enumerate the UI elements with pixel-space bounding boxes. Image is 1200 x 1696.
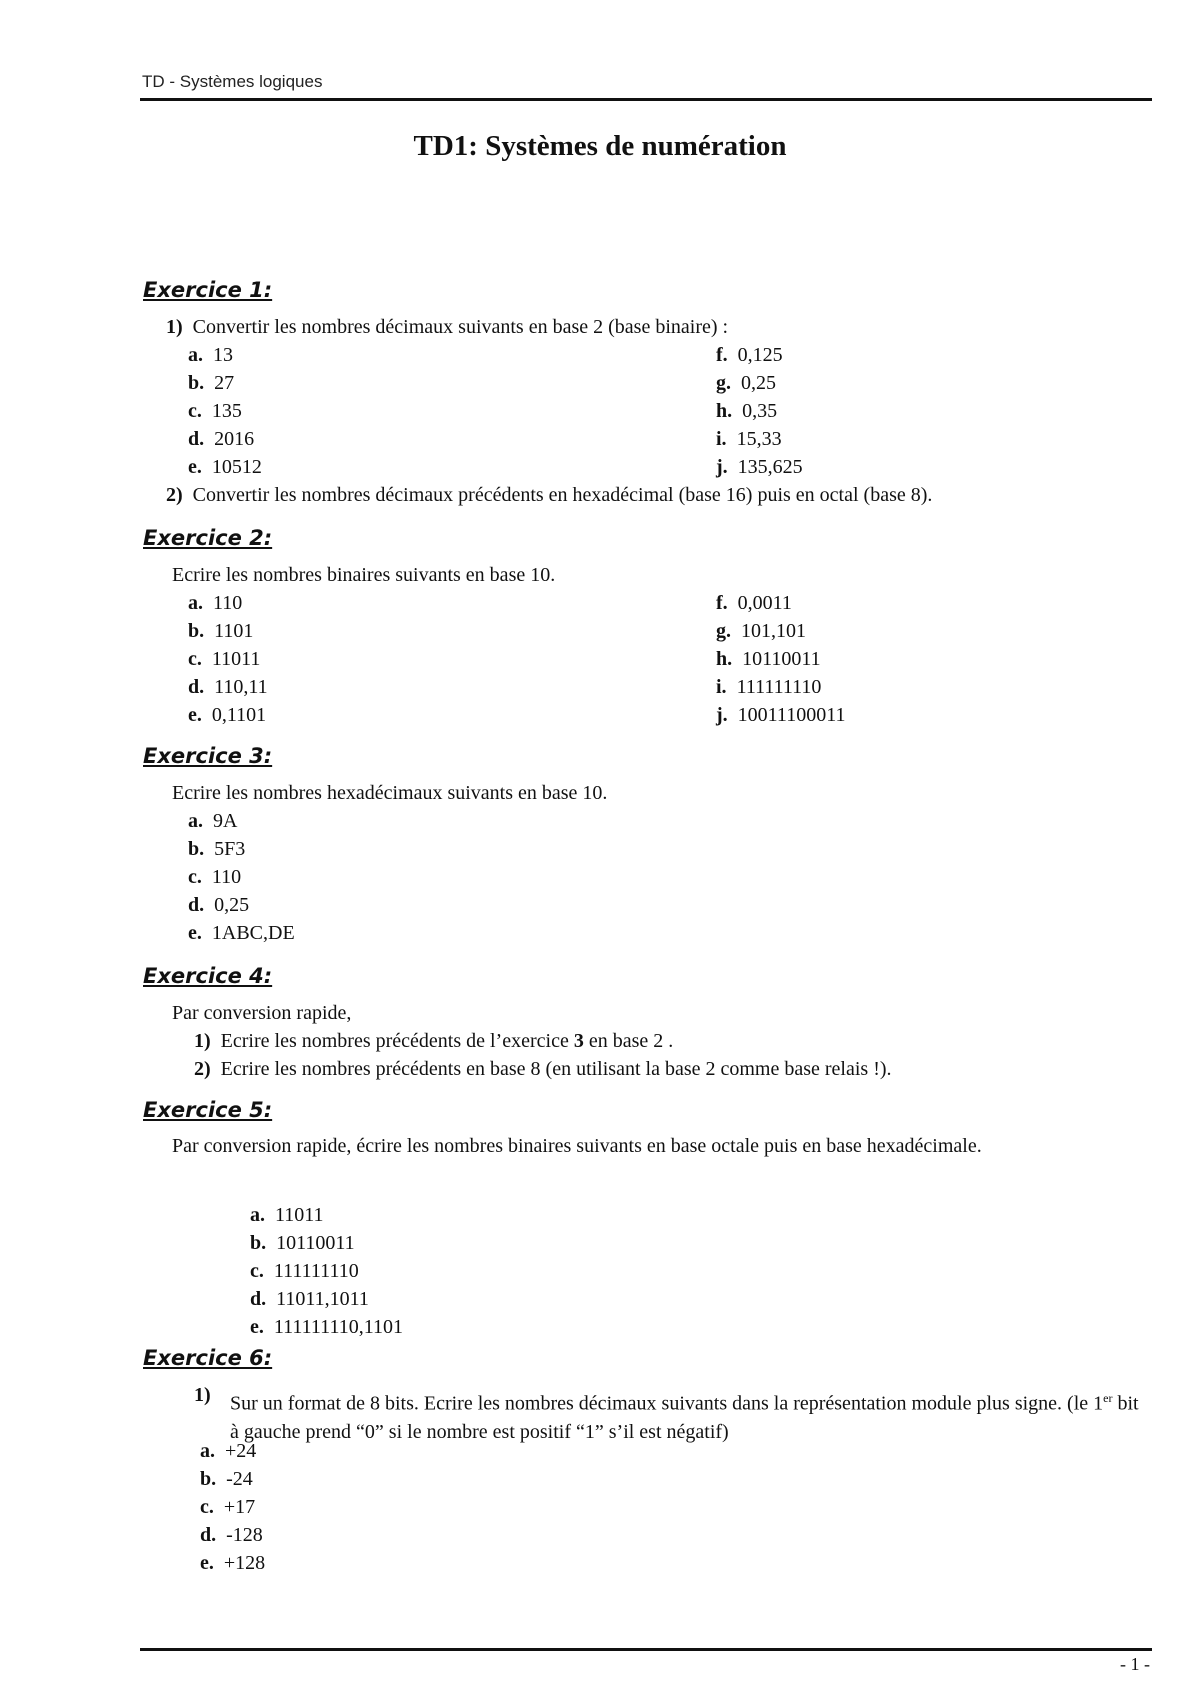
item-label: c. (250, 1260, 264, 1282)
item-label: c. (200, 1496, 214, 1518)
list-item (200, 1440, 256, 1463)
item-value: 135 (211, 400, 242, 422)
list-item (200, 1552, 265, 1575)
question-text: Sur un format de 8 bits. Ecrire les nombres décimaux suivants dans la représentation module plus signe. (le 1 (230, 1392, 1104, 1415)
item-label: d. (188, 428, 205, 450)
question-text: Ecrire les nombres précédents de l’exercice (220, 1030, 574, 1052)
exercise-5-intro: Par conversion rapide, écrire les nombres binaires suivants en base octale puis en base hexadécimale. (172, 1135, 982, 1157)
item-label: e. (188, 456, 202, 478)
list-item (188, 810, 237, 833)
list-item (716, 620, 806, 643)
item-value: -24 (226, 1468, 253, 1490)
list-item (188, 456, 262, 479)
item-value: 0,25 (214, 894, 250, 916)
item-value: 15,33 (736, 428, 782, 450)
list-item (188, 400, 242, 423)
item-value: 11011,1011 (276, 1288, 369, 1310)
item-label: b. (188, 838, 205, 860)
list-item (716, 704, 845, 727)
item-value: 0,35 (742, 400, 778, 422)
item-value: 0,25 (741, 372, 776, 394)
list-item (188, 676, 268, 699)
item-value: 0,0011 (737, 592, 792, 614)
item-label: h. (716, 400, 733, 422)
item-label: e. (200, 1552, 214, 1574)
list-item (716, 400, 777, 423)
item-label: e. (188, 704, 202, 726)
item-value: 10512 (211, 456, 262, 478)
item-value: 135,625 (737, 456, 803, 478)
item-label: d. (188, 894, 205, 916)
footer-rule (140, 1648, 1152, 1651)
running-header: TD - Systèmes logiques (142, 72, 323, 91)
exercise-5-heading: Exercice 5: (143, 1098, 273, 1122)
exercise-reference: 3 (573, 1030, 584, 1052)
list-item (250, 1204, 324, 1227)
list-item (250, 1288, 369, 1311)
list-item (250, 1232, 355, 1255)
item-value: 10110011 (276, 1232, 355, 1254)
list-item (188, 620, 253, 643)
item-value: 11011 (211, 648, 261, 670)
item-label: a. (250, 1204, 265, 1226)
list-item (716, 344, 783, 367)
item-value: 9A (213, 810, 238, 832)
exercise-6-question-1 (230, 1384, 1148, 1446)
item-label: c. (188, 400, 202, 422)
question-text-end: en base 2 . (583, 1030, 674, 1052)
item-label: a. (188, 344, 203, 366)
item-label: j. (716, 704, 728, 726)
exercise-3-intro: Ecrire les nombres hexadécimaux suivants en base 10. (172, 782, 608, 804)
list-item (200, 1496, 255, 1519)
list-item (716, 592, 792, 615)
exercise-4-question-2 (194, 1058, 892, 1081)
list-item (716, 456, 803, 479)
item-value: 1101 (214, 620, 254, 642)
item-value: 10110011 (742, 648, 821, 670)
item-value: +128 (223, 1552, 266, 1574)
list-item (188, 922, 295, 945)
list-item (188, 648, 260, 671)
list-item (188, 344, 233, 367)
item-label: a. (200, 1440, 215, 1462)
question-number: 1) (166, 316, 183, 338)
exercise-4-heading: Exercice 4: (143, 964, 273, 988)
superscript: er (1103, 1391, 1113, 1405)
item-label: g. (716, 620, 731, 642)
list-item (716, 676, 821, 699)
exercise-4-question-1 (194, 1030, 673, 1053)
exercise-6-heading: Exercice 6: (143, 1346, 273, 1370)
exercise-4-intro: Par conversion rapide, (172, 1002, 352, 1024)
item-label: d. (188, 676, 205, 698)
item-value: 27 (214, 372, 235, 394)
exercise-1-question-2 (166, 484, 932, 507)
exercise-1-heading: Exercice 1: (143, 278, 273, 302)
item-value: 110,11 (214, 676, 268, 698)
item-value: 111111110 (736, 676, 822, 698)
exercise-3-heading: Exercice 3: (143, 744, 273, 768)
item-value: -128 (226, 1524, 263, 1546)
list-item (200, 1524, 263, 1547)
item-value: 5F3 (214, 838, 246, 860)
item-label: f. (716, 592, 728, 614)
item-value: +24 (225, 1440, 257, 1462)
item-label: b. (188, 372, 205, 394)
item-label: c. (188, 648, 202, 670)
item-label: e. (188, 922, 202, 944)
item-label: g. (716, 372, 731, 394)
list-item (188, 866, 241, 889)
item-value: 101,101 (741, 620, 806, 642)
exercise-1-question-1 (166, 316, 728, 339)
item-label: a. (188, 592, 203, 614)
item-label: f. (716, 344, 728, 366)
list-item (188, 838, 245, 861)
question-number: 2) (166, 484, 183, 506)
question-number: 1) (194, 1384, 211, 1406)
list-item (200, 1468, 253, 1491)
item-value: 110 (213, 592, 243, 614)
item-value: 10011100011 (737, 704, 846, 726)
list-item (188, 372, 234, 395)
item-value: 11011 (275, 1204, 324, 1226)
page-number: - 1 - (1120, 1654, 1150, 1674)
exercise-2-intro: Ecrire les nombres binaires suivants en base 10. (172, 564, 556, 586)
list-item (188, 428, 254, 451)
list-item (250, 1316, 403, 1339)
item-value: 2016 (214, 428, 255, 450)
item-value: 13 (213, 344, 233, 366)
exercise-2-heading: Exercice 2: (143, 526, 273, 550)
question-text: Ecrire les nombres précédents en base 8 (en utilisant la base 2 comme base relais !). (220, 1058, 892, 1080)
item-value: 110 (211, 866, 242, 888)
item-value: 0,1101 (211, 704, 267, 726)
item-value: +17 (223, 1496, 256, 1518)
item-label: b. (250, 1232, 267, 1254)
item-label: i. (716, 428, 727, 450)
item-label: b. (200, 1468, 217, 1490)
item-label: h. (716, 648, 733, 670)
list-item (188, 704, 266, 727)
header-rule (140, 98, 1152, 101)
item-label: d. (200, 1524, 217, 1546)
item-value: 0,125 (737, 344, 783, 366)
item-label: c. (188, 866, 202, 888)
item-label: i. (716, 676, 727, 698)
list-item (188, 894, 249, 917)
question-text-end: bit à gauche prend “0” si le nombre est positif “1” s’il est négatif) (230, 1392, 1139, 1443)
question-text: Convertir les nombres décimaux suivants en base 2 (base binaire) : (192, 316, 729, 338)
question-text: Convertir les nombres décimaux précédents en hexadécimal (base 16) puis en octal (base 8). (192, 484, 933, 506)
item-value: 111111110,1101 (273, 1316, 403, 1338)
exercise-6-question-number (194, 1384, 211, 1407)
item-value: 1ABC,DE (211, 922, 295, 944)
list-item (188, 592, 242, 615)
list-item (716, 648, 821, 671)
document-title: TD1: Systèmes de numération (413, 130, 787, 162)
item-label: e. (250, 1316, 264, 1338)
item-label: a. (188, 810, 203, 832)
item-label: j. (716, 456, 728, 478)
question-number: 2) (194, 1058, 211, 1080)
item-label: d. (250, 1288, 267, 1310)
item-value: 111111110 (273, 1260, 359, 1282)
list-item (716, 428, 782, 451)
item-label: b. (188, 620, 205, 642)
list-item (716, 372, 776, 395)
list-item (250, 1260, 359, 1283)
question-number: 1) (194, 1030, 211, 1052)
